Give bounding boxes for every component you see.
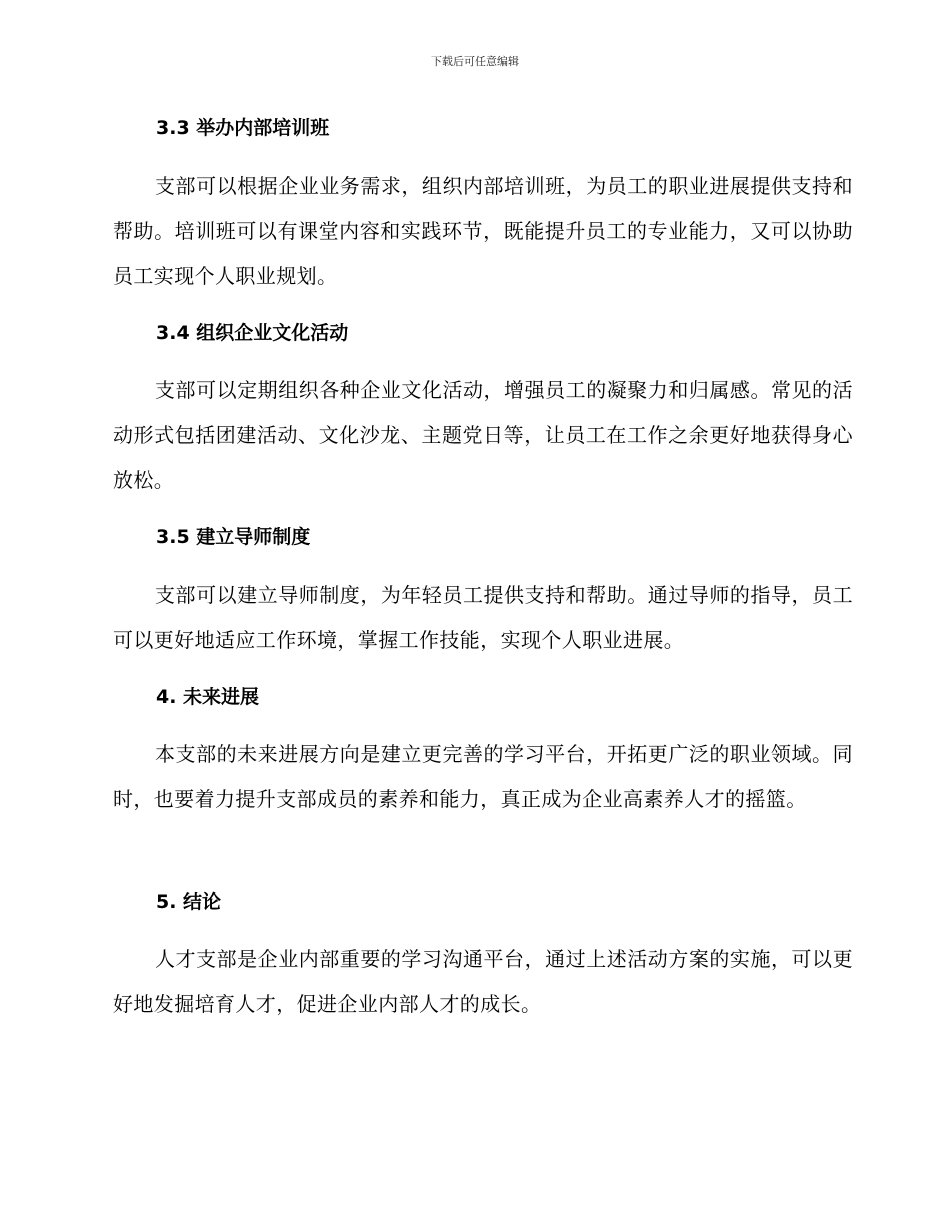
section-paragraph-5: 人才支部是企业内部重要的学习沟通平台，通过上述活动方案的实施，可以更好地发掘培育人才，促进企业内部人才的成长。 [113, 947, 853, 1016]
section-heading-3-4: 3.4 组织企业文化活动 [156, 322, 349, 344]
section-heading-3-3: 3.3 举办内部培训班 [156, 117, 330, 139]
page-header: 下载后可任意编辑 [431, 55, 519, 68]
section-paragraph-4: 本支部的未来进展方向是建立更完善的学习平台，开拓更广泛的职业领域。同时，也要着力提升支部成员的素养和能力，真正成为企业高素养人才的摇篮。 [113, 742, 853, 811]
section-heading-5: 5. 结论 [156, 891, 222, 913]
section-paragraph-3-4: 支部可以定期组织各种企业文化活动，增强员工的凝聚力和归属感。常见的活动形式包括团建活动、文化沙龙、主题党日等，让员工在工作之余更好地获得身心放松。 [113, 378, 853, 492]
section-heading-3-5: 3.5 建立导师制度 [156, 526, 311, 548]
section-paragraph-3-5: 支部可以建立导师制度，为年轻员工提供支持和帮助。通过导师的指导，员工可以更好地适应工作环境，掌握工作技能，实现个人职业进展。 [113, 583, 853, 652]
section-paragraph-3-3: 支部可以根据企业业务需求，组织内部培训班，为员工的职业进展提供支持和帮助。培训班可以有课堂内容和实践环节，既能提升员工的专业能力，又可以协助员工实现个人职业规划。 [113, 174, 853, 288]
section-heading-4: 4. 未来进展 [156, 686, 260, 708]
